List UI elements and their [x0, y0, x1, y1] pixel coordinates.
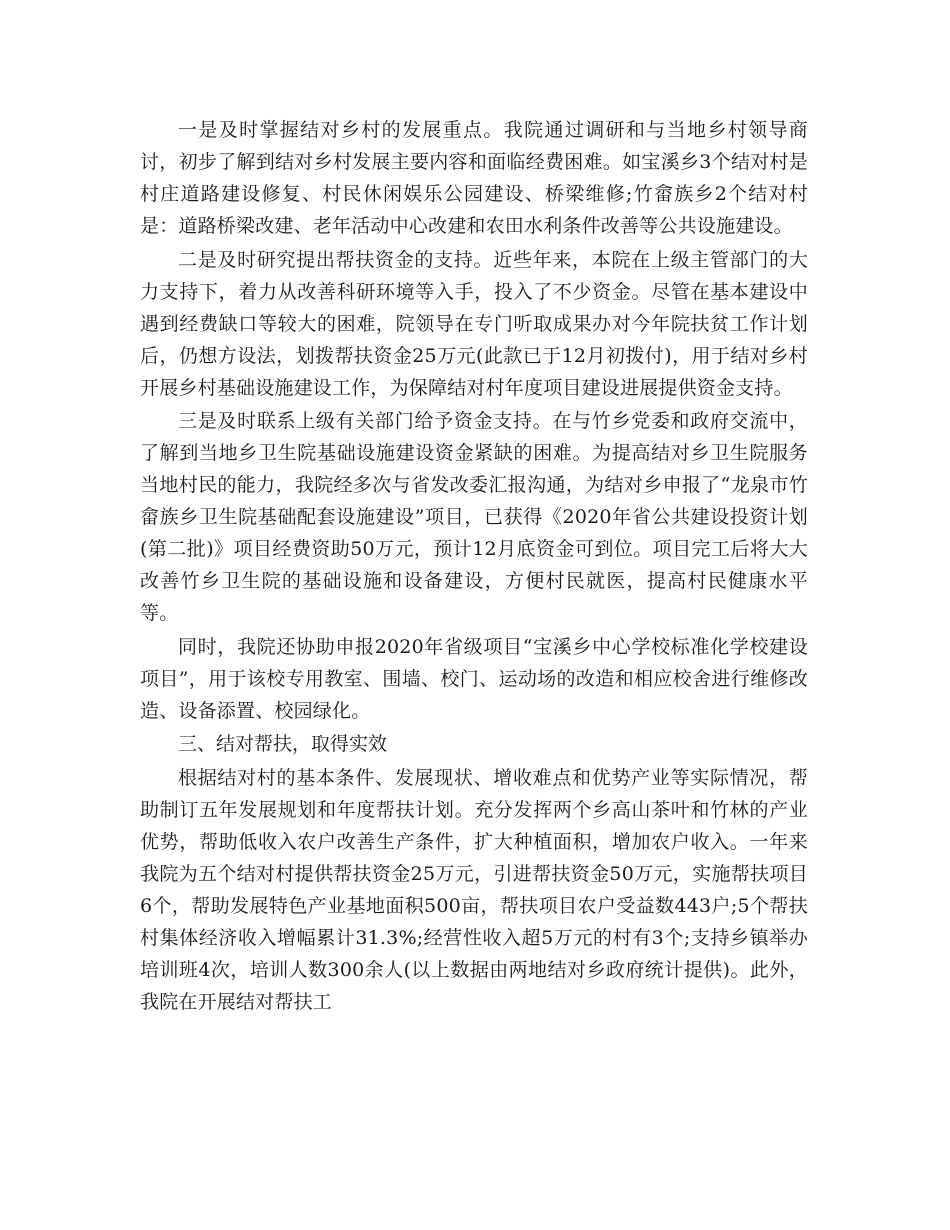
paragraph-2: 二是及时研究提出帮扶资金的支持。近些年来，本院在上级主管部门的大力支持下，着力从改善科研环境等入手，投入了不少资金。尽管在基本建设中遇到经费缺口等较大的困难，院领导在专门听取成果办对今年院扶贫工作计划后，仍想方设法，划拨帮扶资金25万元(此款已于12月初拨付)，用于结对乡村开展乡村基础设施建设工作，为保障结对村年度项目建设进展提供资金支持。: [140, 248, 808, 399]
paragraph-5: 根据结对村的基本条件、发展现状、增收难点和优势产业等实际情况，帮助制订五年发展规划和年度帮扶计划。充分发挥两个乡高山茶叶和竹林的产业优势，帮助低收入农户改善生产条件，扩大种植面积，增加农户收入。一年来我院为五个结对村提供帮扶资金25万元，引进帮扶资金50万元，实施帮扶项目6个，帮助发展特色产业基地面积500亩，帮扶项目农户受益数443户;5个帮扶村集体经济收入增幅累计31.3%;经营性收入超5万元的村有3个;支持乡镇举办培训班4次，培训人数300余人(以上数据由两地结对乡政府统计提供)。此外，我院在开展结对帮扶工: [140, 766, 808, 1013]
paragraph-3: 三是及时联系上级有关部门给予资金支持。在与竹乡党委和政府交流中，了解到当地乡卫生院基础设施建设资金紧缺的困难。为提高结对乡卫生院服务当地村民的能力，我院经多次与省发改委汇报沟通，为结对乡申报了“龙泉市竹畲族乡卫生院基础配套设施建设”项目，已获得《2020年省公共建设投资计划(第二批)》项目经费资助50万元，预计12月底资金可到位。项目完工后将大大改善竹乡卫生院的基础设施和设备建设，方便村民就医，提高村民健康水平等。: [140, 410, 808, 624]
document-body: [140, 114, 808, 1019]
paragraph-4: 同时，我院还协助申报2020年省级项目“宝溪乡中心学校标准化学校建设项目”，用于该校专用教室、围墙、校门、运动场的改造和相应校舍进行维修改造、设备添置、校园绿化。: [140, 635, 808, 722]
section-heading: 三、结对帮扶，取得实效: [178, 733, 388, 755]
paragraph-1: 一是及时掌握结对乡村的发展重点。我院通过调研和与当地乡村领导商讨，初步了解到结对乡村发展主要内容和面临经费困难。如宝溪乡3个结对村是村庄道路建设修复、村民休闲娱乐公园建设、桥梁维修;竹畲族乡2个结对村是：道路桥梁改建、老年活动中心改建和农田水利条件改善等公共设施建设。: [140, 119, 808, 237]
